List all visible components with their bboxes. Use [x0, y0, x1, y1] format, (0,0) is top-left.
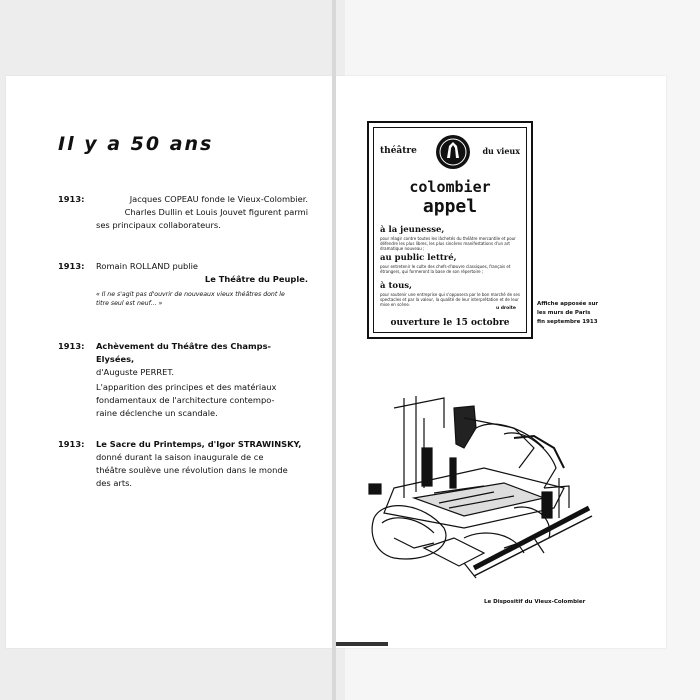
- poster-theatre: théâtre: [380, 146, 417, 156]
- entry-line: Romain ROLLAND publie: [96, 261, 198, 271]
- poster-line-public: au public lettré,: [380, 253, 457, 263]
- poster-text-public: pour entretenir le culte des chefs-d'œuvre classiques, français et étrangers, qui formeront la base de son répertoire ;: [380, 264, 511, 274]
- entry-line: des arts.: [96, 478, 133, 488]
- entry-year: 1913:: [58, 439, 85, 449]
- drawing-caption: Le Dispositif du Vieux-Colombier: [484, 599, 586, 605]
- entry-line: raine déclenche un scandale.: [96, 408, 218, 418]
- entry-line: ses principaux collaborateurs.: [96, 220, 221, 230]
- poster-caption-line: les murs de Paris: [537, 310, 591, 316]
- entry-quote-line: « Il ne s'agit pas d'ouvrir de nouveaux vieux théâtres dont le: [96, 291, 285, 298]
- entry-line: Jacques COPEAU fonde le Vieux-Colombier.: [129, 194, 308, 204]
- entry-line: fondamentaux de l'architecture contempo-: [96, 395, 275, 405]
- poster-caption-line: fin septembre 1913: [537, 319, 598, 325]
- poster-du-vieux: du vieux: [482, 146, 520, 156]
- entry-quote-line: titre seul est neuf... »: [96, 300, 163, 307]
- timeline-entry-perret: [58, 340, 308, 420]
- entry-year: 1913:: [58, 261, 85, 271]
- dove-emblem-icon: [435, 134, 471, 170]
- poster-appel: appel: [422, 196, 478, 217]
- timeline-entry-rolland: [58, 260, 308, 308]
- poster-caption: [537, 300, 617, 327]
- entry-title: Le Sacre du Printemps, d'Igor STRAWINSKY,: [96, 439, 302, 449]
- poster-line-jeunesse: à la jeunesse,: [380, 225, 445, 235]
- poster-colombier: colombier: [409, 178, 491, 196]
- entry-year: 1913:: [58, 341, 85, 351]
- book-gutter: [332, 0, 336, 700]
- entry-title: Achèvement du Théâtre des Champs-Elysées,: [96, 341, 271, 364]
- entry-line: donné durant la saison inaugurale de ce: [96, 452, 264, 462]
- poster-line-tous: à tous,: [380, 281, 412, 291]
- entry-line: L'apparition des principes et des matériaux: [96, 382, 277, 392]
- entry-quote: [96, 290, 308, 308]
- page-heading: Il y a 50 ans: [58, 133, 214, 155]
- timeline-entry-strawinsky: [58, 438, 308, 490]
- poster-image: [367, 121, 533, 339]
- entry-line: Charles Dullin et Louis Jouvet figurent parmi: [124, 207, 308, 217]
- poster-text-tous: pour soutenir une entreprise qui s'opposera par le bon marché de ses spectacles et par la valeur, la qualité de leur interprétation et de leur mise en scène.: [380, 292, 520, 307]
- poster-a-droite: u droite: [495, 306, 516, 311]
- poster-border: [373, 127, 527, 333]
- poster-text-jeunesse: pour réagir contre toutes les lâchetés du théâtre mercantile et pour défendre les plus libres, les plus sincères manifestations d'un art dramatique nouveau ;: [380, 236, 516, 251]
- poster-caption-line: Affiche apposée sur: [537, 301, 599, 307]
- entry-year: 1913:: [58, 194, 85, 204]
- entry-book-title: Le Théâtre du Peuple.: [204, 274, 308, 284]
- entry-line: théâtre soulève une révolution dans le monde: [96, 465, 288, 475]
- poster-ouverture: ouverture le 15 octobre: [390, 318, 510, 328]
- entry-line: d'Auguste PERRET.: [96, 367, 175, 377]
- stage-drawing-image: [364, 388, 596, 588]
- timeline-entry-copeau: [58, 193, 308, 232]
- spine-mark: [336, 642, 388, 646]
